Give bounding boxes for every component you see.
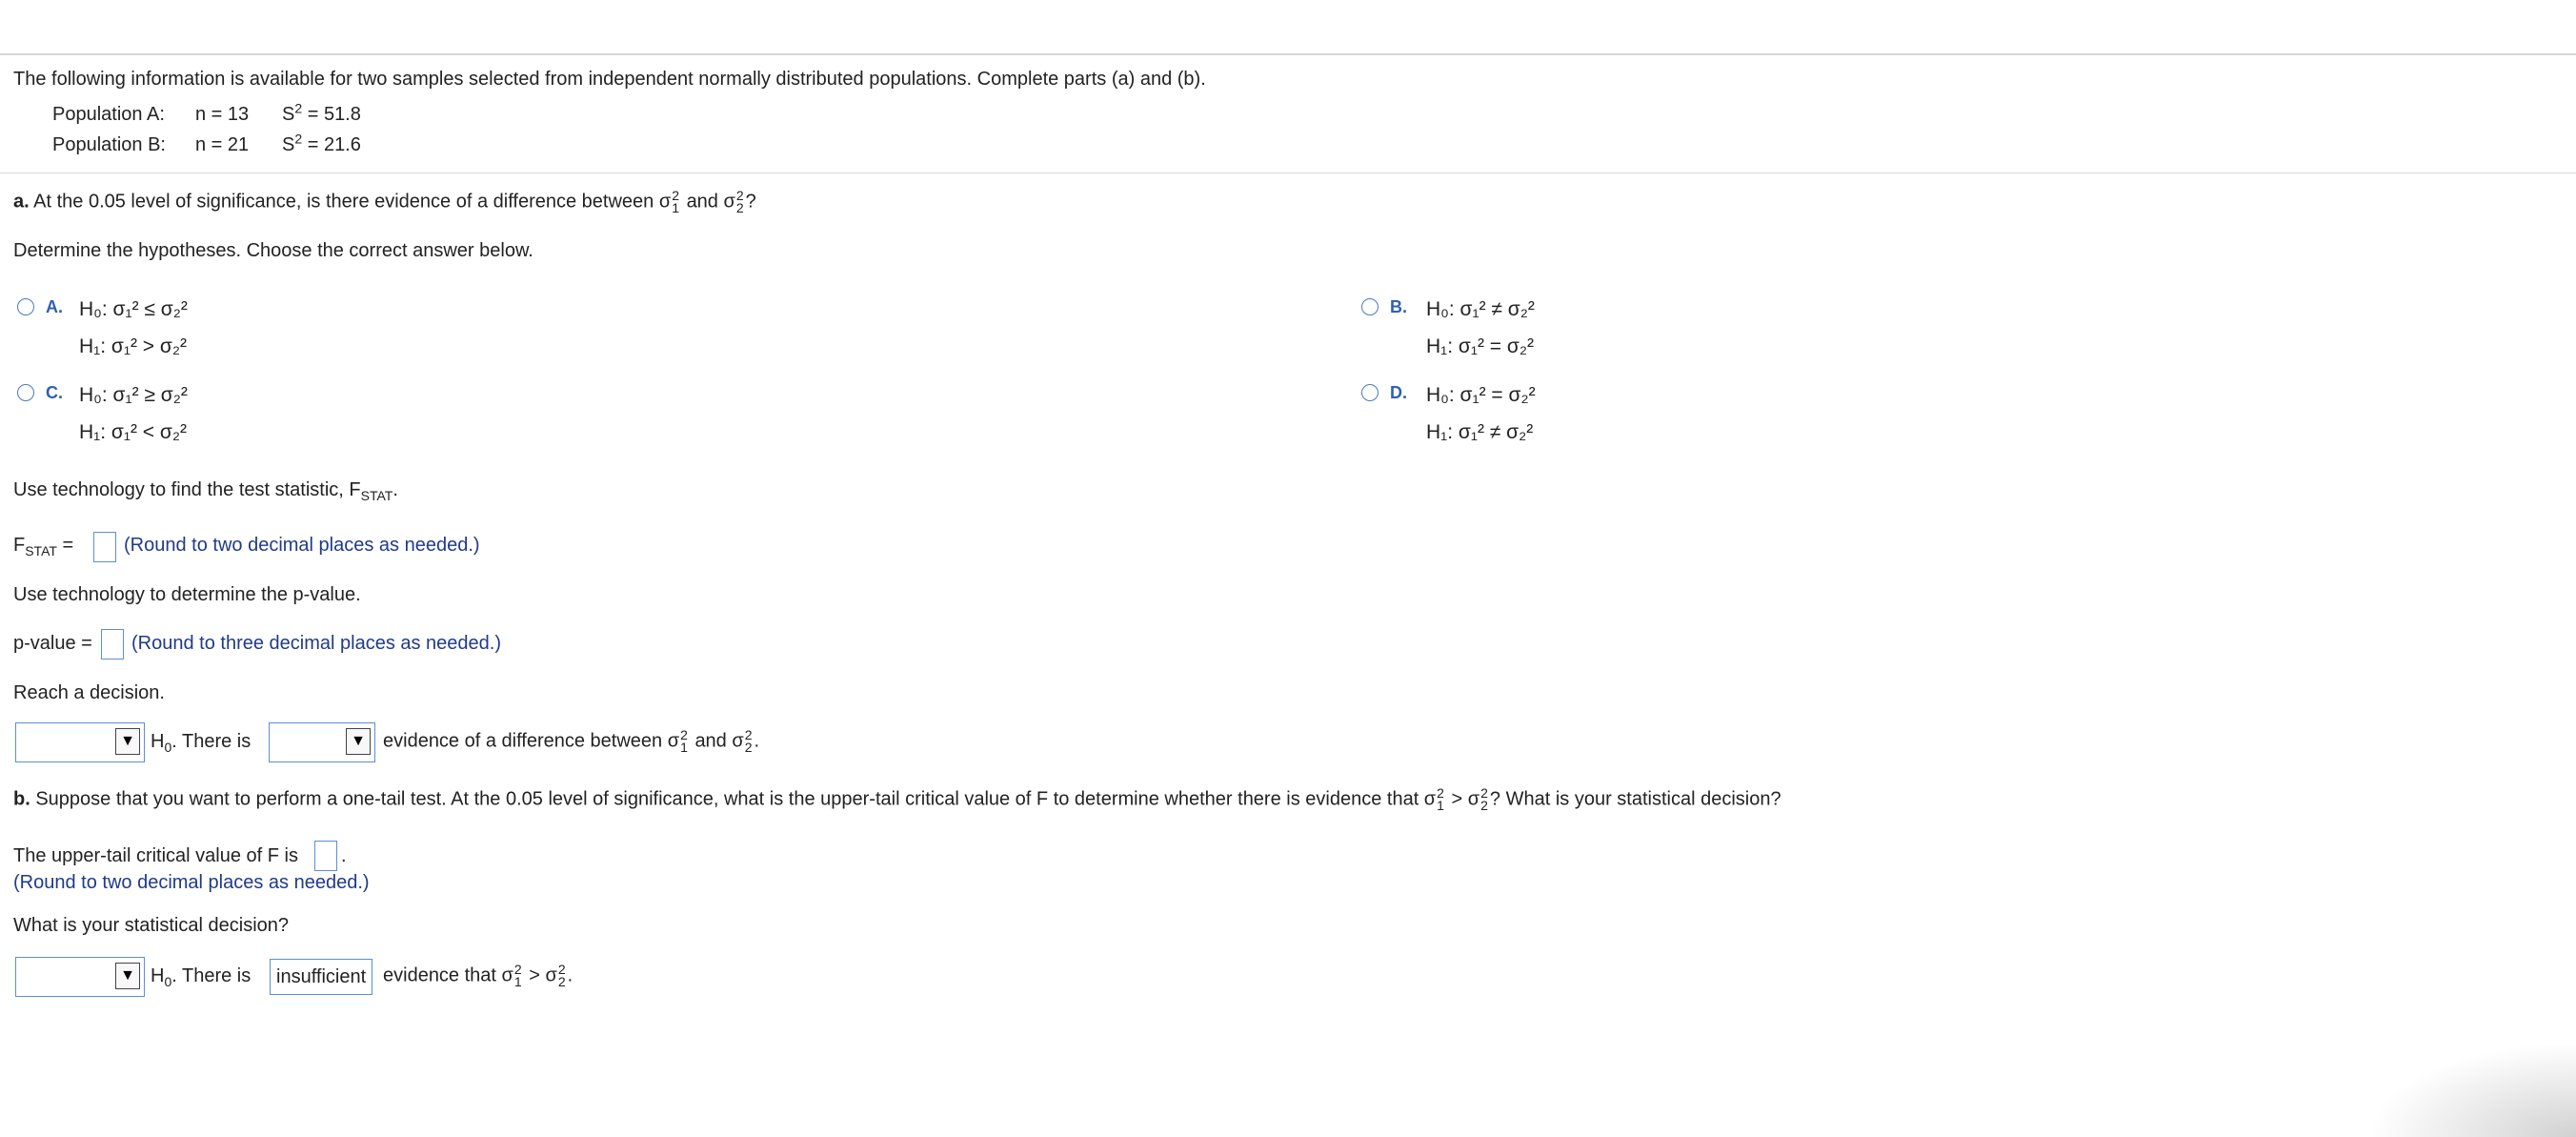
option-b-radio[interactable] (1361, 298, 1379, 315)
decision-a-tail: evidence of a difference between σ 2 1 and σ 2 2 . (383, 727, 760, 755)
critical-value-period: . (341, 845, 347, 866)
option-d-h1: H₁: σ₁² ≠ σ₂² (1426, 421, 1534, 443)
option-b-h0: H₀: σ₁² ≠ σ₂² (1426, 298, 1535, 320)
pvalue-prompt: Use technology to determine the p-value. (13, 584, 361, 605)
population-a-variance: $S^2 = 51.8$ (282, 100, 361, 125)
option-b-h1: H₁: σ₁² = σ₂² (1426, 335, 1534, 357)
critical-value-label: The upper-tail critical value of F is (13, 845, 299, 866)
fstat-label: $F_{STAT}$ = (13, 535, 74, 558)
option-d-radio[interactable] (1361, 384, 1379, 401)
fstat-hint: (Round to two decimal places as needed.) (124, 535, 480, 556)
decision-a-h0-text: $H_0$. There is (151, 731, 252, 755)
decision-prompt-b: What is your statistical decision? (13, 915, 290, 936)
option-c-letter[interactable]: C. (46, 383, 63, 402)
dropdown-arrow-icon[interactable]: ▼ (115, 728, 140, 755)
population-b-n: n = 21 (195, 134, 250, 155)
option-a-h0: H₀: σ₁² ≤ σ₂² (79, 298, 188, 320)
fstat-input[interactable] (93, 532, 116, 562)
option-a-h1: H₁: σ₁² > σ₂² (79, 335, 187, 357)
option-d-letter[interactable]: D. (1390, 383, 1407, 402)
test-stat-prompt: Use technology to find the test statistic, $F_{STAT}$. (13, 479, 398, 503)
population-a-n: n = 13 (195, 104, 250, 125)
part-b-question: b. Suppose that you want to perform a one-tail test. At the 0.05 level of significance, what is the upper-tail critical value of F to determine whether there is evidence that σ 2 1 > σ 2 2 ? What is your statistical decision? (13, 785, 1781, 813)
critical-value-input[interactable] (314, 841, 337, 871)
option-c-radio[interactable] (17, 384, 34, 401)
population-b-label: Population B: (52, 134, 166, 155)
critical-value-hint: (Round to two decimal places as needed.) (13, 872, 370, 893)
decision-b-tail: evidence that σ 2 1 > σ 2 2 . (383, 962, 574, 989)
decision-b-evidence-selected[interactable]: insufficient (270, 959, 372, 995)
option-a-letter[interactable]: A. (46, 297, 63, 316)
option-b-letter[interactable]: B. (1390, 297, 1407, 316)
part-a-question: a. At the 0.05 level of significance, is there evidence of a difference between σ 2 1 and σ 2 2 ? (13, 188, 756, 215)
population-a-label: Population A: (52, 104, 165, 125)
intro-text: The following information is available for two samples selected from independent normally distributed populations. Complete parts (a) and (b). (13, 69, 1206, 90)
option-a-radio[interactable] (17, 298, 34, 315)
pvalue-hint: (Round to three decimal places as needed.) (131, 633, 502, 654)
top-divider (0, 53, 2576, 55)
decision-prompt-a: Reach a decision. (13, 682, 165, 703)
pvalue-input[interactable] (101, 629, 124, 660)
decision-b-reject-dropdown[interactable] (15, 957, 145, 997)
hypotheses-prompt: Determine the hypotheses. Choose the correct answer below. (13, 240, 533, 261)
population-b-variance: $S^2 = 21.6$ (282, 131, 361, 155)
decision-a-evidence-dropdown[interactable] (269, 722, 375, 762)
pvalue-label: p-value = (13, 633, 92, 654)
dropdown-arrow-icon[interactable]: ▼ (115, 963, 140, 989)
decision-a-reject-dropdown[interactable] (15, 722, 145, 762)
option-c-h0: H₀: σ₁² ≥ σ₂² (79, 384, 188, 406)
window-corner-shadow (2366, 1042, 2576, 1137)
dropdown-arrow-icon[interactable]: ▼ (346, 728, 371, 755)
option-c-h1: H₁: σ₁² < σ₂² (79, 421, 187, 443)
option-d-h0: H₀: σ₁² = σ₂² (1426, 384, 1536, 406)
decision-b-h0-text: $H_0$. There is (151, 965, 252, 989)
